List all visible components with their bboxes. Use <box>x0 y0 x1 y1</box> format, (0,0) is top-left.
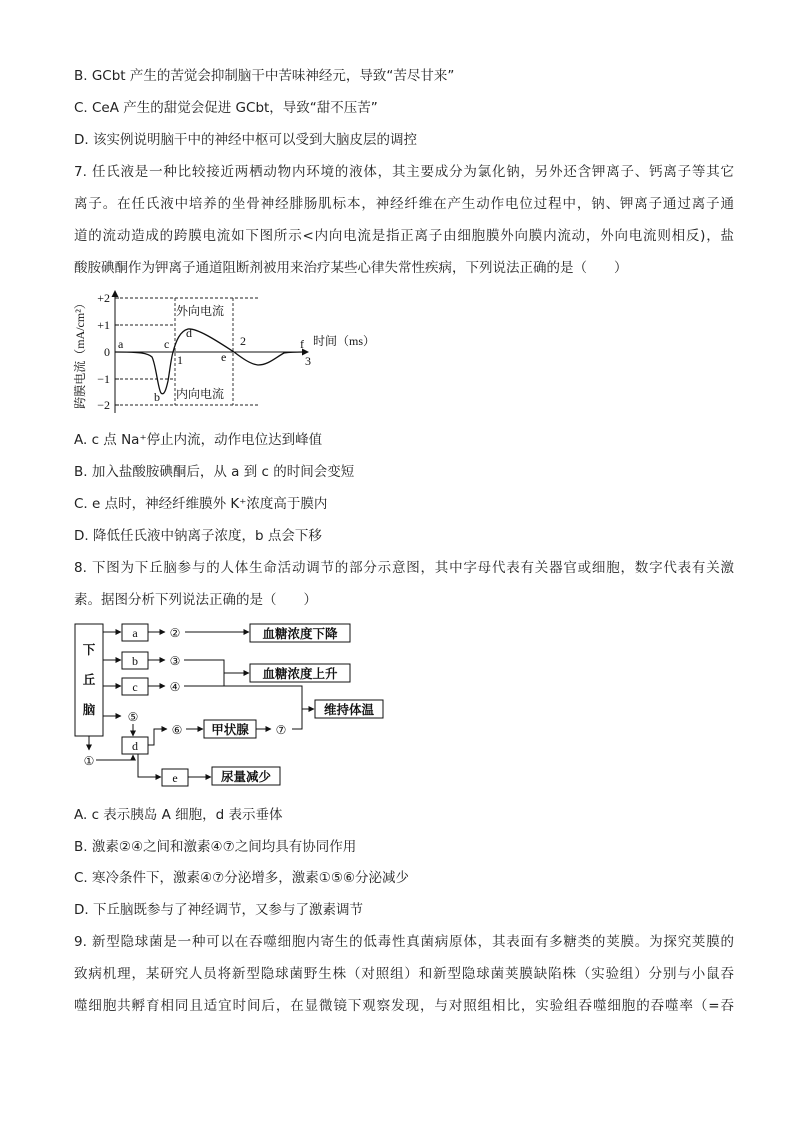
q8-stem-line-2: 素。据图分析下列说法正确的是（ ） <box>74 592 317 608</box>
q9-stem-line-2: 致病机理，某研究人员将新型隐球菌野生株（对照组）和新型隐球菌荚膜缺陷株（实验组）分别与小鼠吞 <box>74 966 734 982</box>
q6-option-d: D. 该实例说明脑干中的神经中枢可以受到大脑皮层的调控 <box>74 132 417 148</box>
label-c: c <box>132 680 138 694</box>
y-axis-label: 跨膜电流（mA/cm²） <box>73 297 87 409</box>
q8-option-a: A. c 表示胰岛 A 细胞，d 表示垂体 <box>74 807 283 823</box>
point-f: f <box>300 337 304 351</box>
hormone-2: ② <box>169 626 181 640</box>
q8-stem-line-1: 8. 下图为下丘脑参与的人体生命活动调节的部分示意图，其中字母代表有关器官或细胞，数字代表有关激 <box>74 560 734 576</box>
label-d: d <box>132 739 138 753</box>
q6-option-b: B. GCbt 产生的苦觉会抑制脑干中苦味神经元，导致“苦尽甘来” <box>74 68 455 84</box>
x-tick-1: 1 <box>177 353 183 367</box>
q7-option-d: D. 降低任氏液中钠离子浓度，b 点会下移 <box>74 528 322 544</box>
point-a: a <box>118 337 124 351</box>
q7-stem-line-4: 酸胺碘酮作为钾离子通道阻断剂被用来治疗某些心律失常性疾病，下列说法正确的是（ ） <box>74 260 628 276</box>
q8-regulation-diagram <box>72 620 392 792</box>
q8-option-d: D. 下丘脑既参与了神经调节，又参与了激素调节 <box>74 902 363 918</box>
label-e: e <box>172 771 178 785</box>
hypothalamus-char-1: 下 <box>82 642 96 657</box>
q7-stem-line-1: 7. 任氏液是一种比较接近两栖动物内环境的液体，其主要成分为氯化钠，另外还含钾离子、钙离子等其它 <box>74 164 734 180</box>
body-temp-label: 维持体温 <box>323 702 375 717</box>
outward-current-label: 外向电流 <box>176 304 225 318</box>
x-tick-2: 2 <box>240 334 246 348</box>
q7-stem-line-2: 离子。在任氏液中培养的坐骨神经腓肠肌标本，神经纤维在产生动作电位过程中，钠、钾离子通过离子通 <box>74 196 734 212</box>
y-tick-minus1: −1 <box>97 372 110 386</box>
current-curve <box>115 329 302 394</box>
glucose-up-label: 血糖浓度上升 <box>262 666 338 681</box>
q8-option-b: B. 激素②④之间和激素④⑦之间均具有协同作用 <box>74 839 357 855</box>
hormone-6: ⑥ <box>171 723 183 737</box>
y-tick-plus1: +1 <box>97 318 110 332</box>
x-axis-label: 时间（ms） <box>313 334 376 348</box>
point-c: c <box>164 337 170 351</box>
hormone-1: ① <box>83 754 95 768</box>
label-b: b <box>132 654 138 668</box>
inward-current-label: 内向电流 <box>176 387 225 401</box>
glucose-down-label: 血糖浓度下降 <box>262 626 338 641</box>
hypothalamus-char-2: 丘 <box>82 672 96 687</box>
hormone-3: ③ <box>169 654 181 668</box>
q7-option-c: C. e 点时，神经纤维膜外 K⁺浓度高于膜内 <box>74 496 328 512</box>
y-tick-0: 0 <box>104 345 110 359</box>
label-a: a <box>132 626 138 640</box>
q6-option-c: C. CeA 产生的甜觉会促进 GCbt，导致“甜不压苦” <box>74 100 378 116</box>
y-tick-plus2: +2 <box>97 291 110 305</box>
q7-stem-line-3: 道的流动造成的跨膜电流如下图所示<内向电流是指正离子由细胞膜外向膜内流动，外向电流则相反)，盐 <box>74 228 734 244</box>
q7-current-graph <box>70 285 390 420</box>
point-e: e <box>221 350 227 364</box>
urine-label: 尿量减少 <box>220 769 272 784</box>
x-tick-3: 3 <box>305 354 311 368</box>
point-d: d <box>186 326 192 340</box>
hypothalamus-char-3: 脑 <box>82 702 96 717</box>
point-b: b <box>154 390 160 404</box>
q9-stem-line-3: 噬细胞共孵育相同且适宜时间后，在显微镜下观察发现，与对照组相比，实验组吞噬细胞的吞噬率（=吞 <box>74 998 734 1014</box>
q7-option-b: B. 加入盐酸胺碘酮后，从 a 到 c 的时间会变短 <box>74 464 355 480</box>
q7-option-a: A. c 点 Na⁺停止内流，动作电位达到峰值 <box>74 432 323 448</box>
hormone-4: ④ <box>169 680 181 694</box>
q9-stem-line-1: 9. 新型隐球菌是一种可以在吞噬细胞内寄生的低毒性真菌病原体，其表面有多糖类的荚膜。为探究荚膜的 <box>74 934 734 950</box>
thyroid-label: 甲状腺 <box>211 722 249 737</box>
hormone-7: ⑦ <box>275 723 287 737</box>
y-tick-minus2: −2 <box>97 398 110 412</box>
hormone-5: ⑤ <box>127 710 139 724</box>
q8-option-c: C. 寒冷条件下，激素④⑦分泌增多，激素①⑤⑥分泌减少 <box>74 870 410 886</box>
